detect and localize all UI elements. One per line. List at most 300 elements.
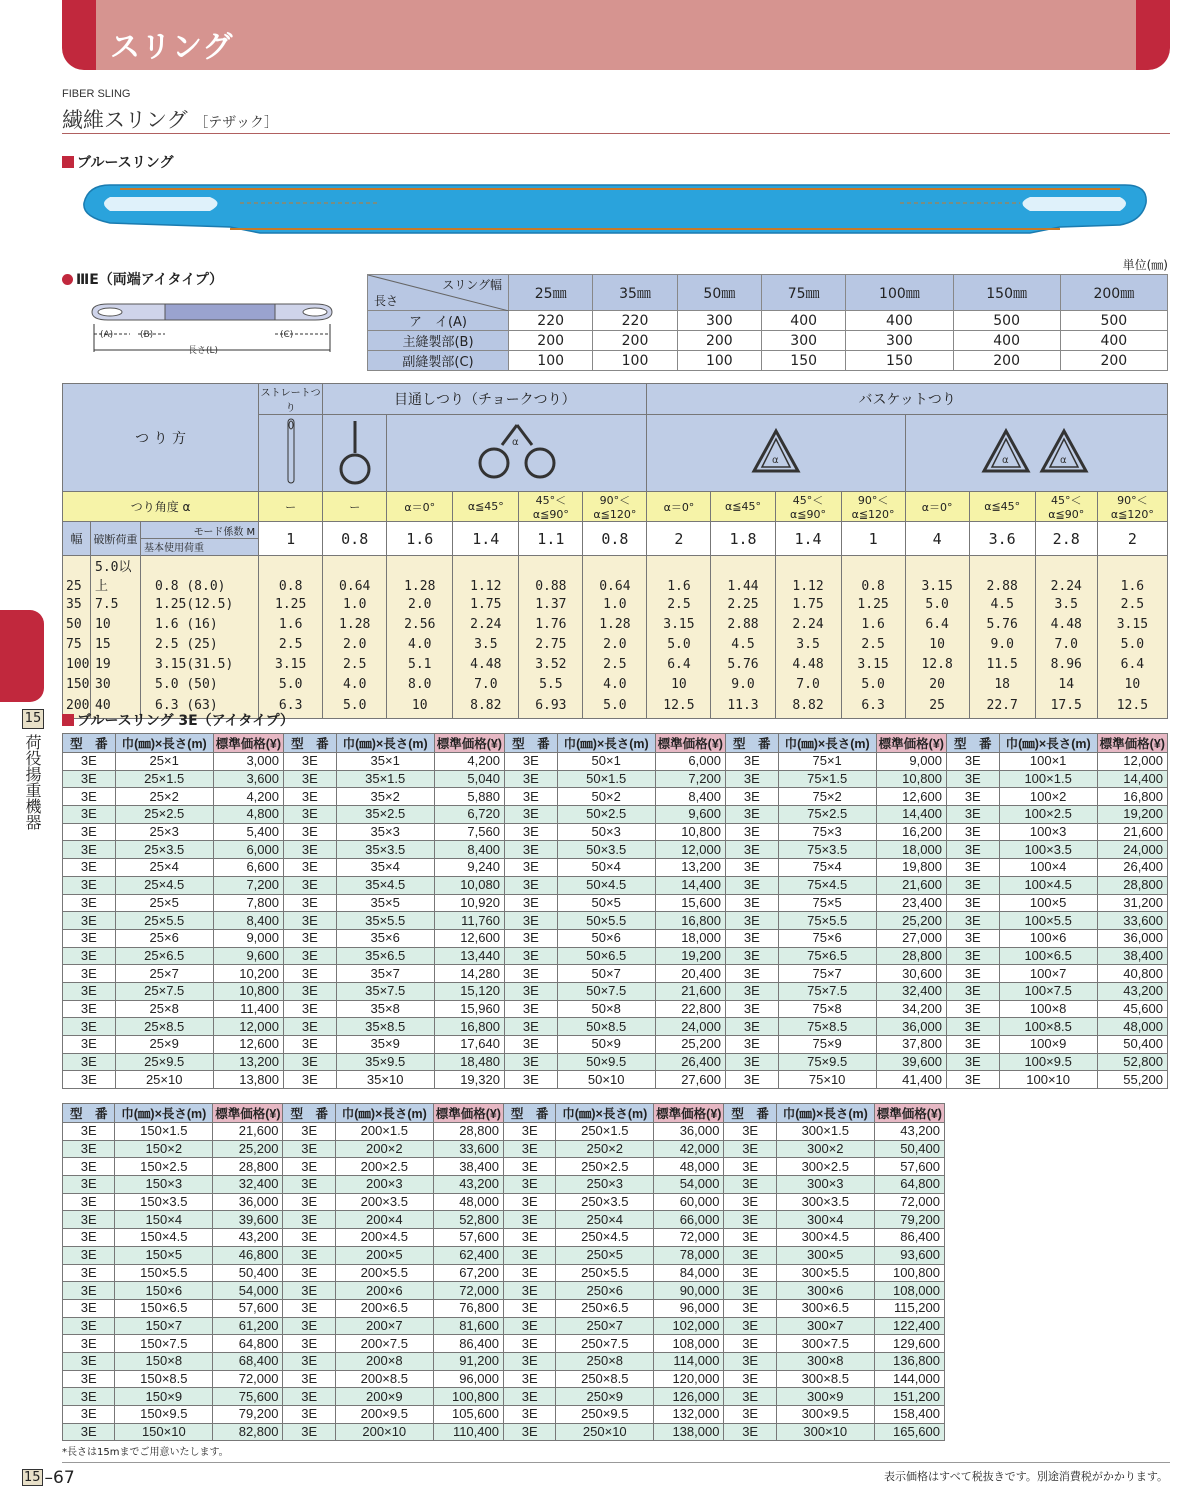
price-size: 150×4 <box>115 1211 213 1229</box>
price-value: 22,800 <box>655 1000 725 1018</box>
price-type: 3E <box>283 1018 336 1036</box>
price-size: 300×6 <box>776 1282 874 1300</box>
load-cell: 1.0 <box>323 594 387 614</box>
price-value: 8,400 <box>434 841 504 859</box>
price-value: 72,000 <box>654 1229 724 1247</box>
dims-width-label: スリング幅 <box>442 278 502 292</box>
price-type: 3E <box>946 876 999 894</box>
price-row <box>63 1036 1168 1054</box>
price-type: 3E <box>283 982 336 1000</box>
dims-cell: 200 <box>677 331 761 351</box>
price-type: 3E <box>63 1071 116 1089</box>
price-type: 3E <box>503 1335 555 1353</box>
price-type: 3E <box>946 982 999 1000</box>
price-value: 4,200 <box>213 788 283 806</box>
price-value: 19,800 <box>876 859 946 877</box>
price-type: 3E <box>724 1406 776 1424</box>
price-value: 7,560 <box>434 823 504 841</box>
load-break: 7.5 <box>91 594 141 614</box>
mode-cell: 1 <box>841 522 905 556</box>
load-cell: 2.25 <box>711 594 775 614</box>
type-header: 型 番 <box>63 734 116 753</box>
price-type: 3E <box>283 947 336 965</box>
load-cell: 5.0 <box>1097 634 1167 654</box>
load-cell: 3.52 <box>519 654 583 674</box>
price-type: 3E <box>63 1140 115 1158</box>
load-cell: 1.12 <box>775 556 841 595</box>
price-type: 3E <box>504 806 557 824</box>
price-size: 25×6 <box>115 929 213 947</box>
load-base: 1.6 (16) <box>141 614 259 634</box>
price-size: 200×2.5 <box>335 1158 433 1176</box>
price-size: 75×8 <box>778 1000 876 1018</box>
price-value: 42,000 <box>654 1140 724 1158</box>
load-cell: 0.8 <box>841 556 905 595</box>
price-size: 200×5 <box>335 1246 433 1264</box>
type-header: 型 番 <box>504 734 557 753</box>
price-header: 標準価格(¥) <box>876 734 946 753</box>
price-row <box>63 1423 945 1441</box>
price-type: 3E <box>504 1053 557 1071</box>
price-value: 33,600 <box>1097 912 1167 930</box>
price-value: 36,000 <box>654 1123 724 1141</box>
price-value: 138,000 <box>654 1423 724 1441</box>
load-cell: 1.6 <box>1097 556 1167 595</box>
price-value: 114,000 <box>654 1352 724 1370</box>
price-size: 100×2 <box>999 788 1097 806</box>
angle-cell: 90°＜α≦120° <box>1097 492 1167 522</box>
load-heading-row <box>63 384 1168 415</box>
price-type: 3E <box>63 947 116 965</box>
price-size: 25×8.5 <box>115 1018 213 1036</box>
price-size: 200×7 <box>335 1317 433 1335</box>
price-value: 43,200 <box>874 1123 944 1141</box>
price-row <box>63 1211 945 1229</box>
price-value: 3,000 <box>213 753 283 771</box>
price-value: 61,200 <box>213 1317 283 1335</box>
load-cell: 1.6 <box>259 614 323 634</box>
dims-cell: 200 <box>509 331 593 351</box>
dims-row-label: ア イ(A) <box>368 311 509 331</box>
price-type: 3E <box>63 788 116 806</box>
price-value: 9,000 <box>213 929 283 947</box>
price-type: 3E <box>63 1335 115 1353</box>
price-type: 3E <box>63 1229 115 1247</box>
page-num: –67 <box>44 1468 75 1488</box>
tax-note: 表示価格はすべて税抜きです。別途消費税がかかります。 <box>883 1470 1168 1483</box>
length-note: *長さは15mまでご用意いたします。 <box>62 1447 229 1458</box>
price-size: 200×6.5 <box>335 1299 433 1317</box>
price-size: 200×10 <box>335 1423 433 1441</box>
type-header: 型 番 <box>503 1104 555 1123</box>
load-cell: 2.5 <box>647 594 711 614</box>
price-size: 35×1 <box>336 753 434 771</box>
load-row <box>63 556 1168 595</box>
load-cell: 4.0 <box>323 674 387 694</box>
price-row <box>63 806 1168 824</box>
price-value: 39,600 <box>213 1211 283 1229</box>
price-size: 200×5.5 <box>335 1264 433 1282</box>
sling-diagram <box>90 298 340 356</box>
price-value: 12,000 <box>655 841 725 859</box>
english-subtitle: FIBER SLING <box>62 88 131 100</box>
choke-label: 目通しつり（チョークつり） <box>323 384 647 415</box>
price-type: 3E <box>63 1388 115 1406</box>
price-type: 3E <box>504 753 557 771</box>
price-type: 3E <box>503 1140 555 1158</box>
price-size: 50×7 <box>557 965 655 983</box>
price-row <box>63 1158 945 1176</box>
price-type: 3E <box>63 965 116 983</box>
price-value: 19,200 <box>655 947 725 965</box>
price-header: 標準価格(¥) <box>433 1104 503 1123</box>
basket-double-icon <box>905 415 1167 492</box>
price-type: 3E <box>725 1000 778 1018</box>
price-value: 6,000 <box>655 753 725 771</box>
load-cell: 2.5 <box>1097 594 1167 614</box>
price-size: 50×7.5 <box>557 982 655 1000</box>
price-size: 200×3 <box>335 1176 433 1194</box>
price-type: 3E <box>724 1246 776 1264</box>
price-size: 25×7 <box>115 965 213 983</box>
price-type: 3E <box>63 1352 115 1370</box>
price-value: 34,200 <box>876 1000 946 1018</box>
base-label: 基本使用荷重 <box>141 538 258 554</box>
price-size: 75×4 <box>778 859 876 877</box>
price-value: 15,600 <box>655 894 725 912</box>
price-size: 100×6 <box>999 929 1097 947</box>
load-cell: 17.5 <box>1035 694 1097 718</box>
price-type: 3E <box>63 894 116 912</box>
price-size: 150×5.5 <box>115 1264 213 1282</box>
banner-left-cap <box>62 0 96 70</box>
load-cell: 12.8 <box>905 654 969 674</box>
price-value: 54,000 <box>654 1176 724 1194</box>
price-size: 25×5 <box>115 894 213 912</box>
price-value: 66,000 <box>654 1211 724 1229</box>
price-type: 3E <box>283 1140 335 1158</box>
price-size: 150×10 <box>115 1423 213 1441</box>
load-cell: 22.7 <box>969 694 1035 718</box>
price-size: 250×8.5 <box>556 1370 654 1388</box>
price-value: 136,800 <box>874 1352 944 1370</box>
price-value: 57,600 <box>213 1299 283 1317</box>
price-size: 25×7.5 <box>115 982 213 1000</box>
load-cell: 3.15 <box>905 556 969 595</box>
price-value: 38,400 <box>1097 947 1167 965</box>
price-value: 11,760 <box>434 912 504 930</box>
price-type: 3E <box>724 1352 776 1370</box>
price-value: 16,800 <box>1097 788 1167 806</box>
price-header: 標準価格(¥) <box>213 1104 283 1123</box>
price-size: 300×7 <box>776 1317 874 1335</box>
price-type: 3E <box>283 1193 335 1211</box>
price-size: 35×4.5 <box>336 876 434 894</box>
price-size: 50×9.5 <box>557 1053 655 1071</box>
mode-cell: 3.6 <box>969 522 1035 556</box>
dims-cell: 400 <box>846 311 953 331</box>
load-cell: 1.76 <box>519 614 583 634</box>
price-type: 3E <box>946 823 999 841</box>
price-size: 50×4 <box>557 859 655 877</box>
price-value: 86,400 <box>874 1229 944 1247</box>
price-value: 78,000 <box>654 1246 724 1264</box>
load-cell: 2.56 <box>387 614 453 634</box>
price-size: 35×3 <box>336 823 434 841</box>
price-type: 3E <box>725 1071 778 1089</box>
price-value: 39,600 <box>876 1053 946 1071</box>
price-type: 3E <box>724 1317 776 1335</box>
basket-hitch-icon <box>647 415 905 492</box>
price-value: 14,400 <box>1097 770 1167 788</box>
price-type: 3E <box>503 1352 555 1370</box>
price-size: 250×5 <box>556 1246 654 1264</box>
price-size: 150×1.5 <box>115 1123 213 1141</box>
load-width: 200 <box>63 694 91 718</box>
price-type: 3E <box>725 753 778 771</box>
price-size: 100×8 <box>999 1000 1097 1018</box>
price-type: 3E <box>283 1317 335 1335</box>
price-size: 75×9 <box>778 1036 876 1054</box>
price-row <box>63 1053 1168 1071</box>
price-row <box>63 947 1168 965</box>
size-header: 巾(㎜)×長さ(m) <box>557 734 655 753</box>
price-type: 3E <box>725 947 778 965</box>
price-type: 3E <box>63 1299 115 1317</box>
price-value: 50,400 <box>1097 1036 1167 1054</box>
subtitle-bracket: ［テザック］ <box>194 115 279 131</box>
load-break: 10 <box>91 614 141 634</box>
price-type: 3E <box>63 982 116 1000</box>
angle-label: つり角度 α <box>63 492 259 522</box>
price-size: 50×5 <box>557 894 655 912</box>
price-row <box>63 1071 1168 1089</box>
price-type: 3E <box>63 912 116 930</box>
price-value: 11,400 <box>213 1000 283 1018</box>
price-type: 3E <box>503 1406 555 1424</box>
price-type: 3E <box>504 770 557 788</box>
price-size: 25×9 <box>115 1036 213 1054</box>
price-type: 3E <box>504 1000 557 1018</box>
price-value: 27,000 <box>876 929 946 947</box>
load-cell: 2.5 <box>259 634 323 654</box>
price-size: 35×2.5 <box>336 806 434 824</box>
price-type: 3E <box>503 1211 555 1229</box>
price-type: 3E <box>503 1193 555 1211</box>
price-size: 100×9.5 <box>999 1053 1097 1071</box>
load-cell: 4.48 <box>1035 614 1097 634</box>
price-size: 100×5 <box>999 894 1097 912</box>
price-value: 144,000 <box>874 1370 944 1388</box>
circle-bullet-icon <box>62 274 73 285</box>
price-value: 122,400 <box>874 1317 944 1335</box>
load-cell: 2.5 <box>583 654 647 674</box>
price-size: 25×9.5 <box>115 1053 213 1071</box>
load-cell: 1.44 <box>711 556 775 595</box>
price-type: 3E <box>504 841 557 859</box>
dims-row <box>368 331 1168 351</box>
price-value: 120,000 <box>654 1370 724 1388</box>
price-value: 48,000 <box>433 1193 503 1211</box>
price-size: 300×4.5 <box>776 1229 874 1247</box>
price-value: 75,600 <box>213 1388 283 1406</box>
load-cell: 20 <box>905 674 969 694</box>
price-header-row <box>63 1104 945 1123</box>
load-cell: 0.8 <box>259 556 323 595</box>
price-value: 7,800 <box>213 894 283 912</box>
load-width: 75 <box>63 634 91 654</box>
price-size: 75×9.5 <box>778 1053 876 1071</box>
price-size: 100×4.5 <box>999 876 1097 894</box>
price-size: 200×6 <box>335 1282 433 1300</box>
price-value: 16,800 <box>434 1018 504 1036</box>
price-value: 158,400 <box>874 1406 944 1424</box>
load-cell: 1.12 <box>453 556 519 595</box>
price-size: 35×3.5 <box>336 841 434 859</box>
load-cell: 3.5 <box>453 634 519 654</box>
dims-length-label: 長さ <box>374 294 399 308</box>
price-type: 3E <box>283 1036 336 1054</box>
price-size: 35×6 <box>336 929 434 947</box>
price-value: 33,600 <box>433 1140 503 1158</box>
price-size: 200×1.5 <box>335 1123 433 1141</box>
price-type: 3E <box>503 1264 555 1282</box>
price-value: 129,600 <box>874 1335 944 1353</box>
price-value: 79,200 <box>213 1406 283 1424</box>
price-size: 25×3 <box>115 823 213 841</box>
price-value: 15,120 <box>434 982 504 1000</box>
type-header: 型 番 <box>724 1104 776 1123</box>
price-size: 75×4.5 <box>778 876 876 894</box>
load-cell: 6.4 <box>905 614 969 634</box>
price-type: 3E <box>946 1071 999 1089</box>
price-size: 35×5 <box>336 894 434 912</box>
price-type: 3E <box>63 753 116 771</box>
dims-cell: 400 <box>1060 331 1167 351</box>
load-base: 2.5 (25) <box>141 634 259 654</box>
price-type: 3E <box>724 1158 776 1176</box>
price-row <box>63 1299 945 1317</box>
price-size: 250×6.5 <box>556 1299 654 1317</box>
price-size: 200×7.5 <box>335 1335 433 1353</box>
angle-cell: 90°＜α≦120° <box>841 492 905 522</box>
section-label: ブルースリング <box>77 155 174 171</box>
price-value: 46,800 <box>213 1246 283 1264</box>
diagram-a-label: (A) <box>100 330 114 340</box>
price-size: 25×8 <box>115 1000 213 1018</box>
mode-cell: 1.8 <box>711 522 775 556</box>
price-value: 18,000 <box>655 929 725 947</box>
price-value: 28,800 <box>213 1158 283 1176</box>
price-size: 100×3 <box>999 823 1097 841</box>
dims-width: 200㎜ <box>1060 275 1167 311</box>
price-value: 90,000 <box>654 1282 724 1300</box>
load-cell: 3.5 <box>775 634 841 654</box>
price-size: 50×5.5 <box>557 912 655 930</box>
price-value: 100,800 <box>433 1388 503 1406</box>
price-size: 150×4.5 <box>115 1229 213 1247</box>
load-cell: 0.88 <box>519 556 583 595</box>
load-break: 19 <box>91 654 141 674</box>
price-type: 3E <box>283 929 336 947</box>
price-value: 5,040 <box>434 770 504 788</box>
price-value: 30,600 <box>876 965 946 983</box>
price-size: 35×1.5 <box>336 770 434 788</box>
price-size: 150×8 <box>115 1352 213 1370</box>
dims-cell: 300 <box>846 331 953 351</box>
load-cell: 2.0 <box>323 634 387 654</box>
load-cell: 2.88 <box>711 614 775 634</box>
price-size: 250×2 <box>556 1140 654 1158</box>
load-cell: 11.5 <box>969 654 1035 674</box>
price-type: 3E <box>63 1370 115 1388</box>
price-type: 3E <box>283 753 336 771</box>
price-type: 3E <box>63 1282 115 1300</box>
price-type: 3E <box>946 859 999 877</box>
load-width: 35 <box>63 594 91 614</box>
load-cell: 2.5 <box>323 654 387 674</box>
price-row <box>63 1370 945 1388</box>
price-size: 100×8.5 <box>999 1018 1097 1036</box>
price-type: 3E <box>946 1018 999 1036</box>
price-type: 3E <box>283 1264 335 1282</box>
width-label: 幅 <box>63 522 91 556</box>
price-value: 10,800 <box>876 770 946 788</box>
load-cell: 5.0 <box>323 694 387 718</box>
load-cell: 1.37 <box>519 594 583 614</box>
price-size: 35×2 <box>336 788 434 806</box>
price-size: 250×3.5 <box>556 1193 654 1211</box>
unit-label: 単位(㎜) <box>1122 258 1168 272</box>
price-header: 標準価格(¥) <box>1097 734 1167 753</box>
price-row <box>63 1140 945 1158</box>
price-value: 25,200 <box>213 1140 283 1158</box>
price-size: 300×9.5 <box>776 1406 874 1424</box>
price-size: 100×1 <box>999 753 1097 771</box>
price-value: 50,400 <box>213 1264 283 1282</box>
price-type: 3E <box>946 806 999 824</box>
price-value: 165,600 <box>874 1423 944 1441</box>
price-size: 75×1 <box>778 753 876 771</box>
load-cell: 10 <box>647 674 711 694</box>
price-value: 108,000 <box>654 1335 724 1353</box>
price-size: 200×9.5 <box>335 1406 433 1424</box>
price-type: 3E <box>63 1176 115 1194</box>
load-row <box>63 654 1168 674</box>
price-value: 28,800 <box>876 947 946 965</box>
mode-cell: 1.4 <box>775 522 841 556</box>
dims-width: 150㎜ <box>953 275 1060 311</box>
price-size: 200×8 <box>335 1352 433 1370</box>
price-size: 75×5.5 <box>778 912 876 930</box>
price-size: 150×7 <box>115 1317 213 1335</box>
size-header: 巾(㎜)×長さ(m) <box>115 734 213 753</box>
price-size: 300×2.5 <box>776 1158 874 1176</box>
price-size: 300×3.5 <box>776 1193 874 1211</box>
price-row <box>63 1193 945 1211</box>
load-cell: 1.28 <box>323 614 387 634</box>
price-value: 23,400 <box>876 894 946 912</box>
price-type: 3E <box>283 788 336 806</box>
price-size: 200×2 <box>335 1140 433 1158</box>
price-size: 250×9 <box>556 1388 654 1406</box>
page-chapter: 15 <box>24 1470 41 1485</box>
price-size: 250×8 <box>556 1352 654 1370</box>
price-type: 3E <box>946 753 999 771</box>
price-type: 3E <box>63 1018 116 1036</box>
dims-width: 25㎜ <box>509 275 593 311</box>
load-cell: 12.5 <box>1097 694 1167 718</box>
